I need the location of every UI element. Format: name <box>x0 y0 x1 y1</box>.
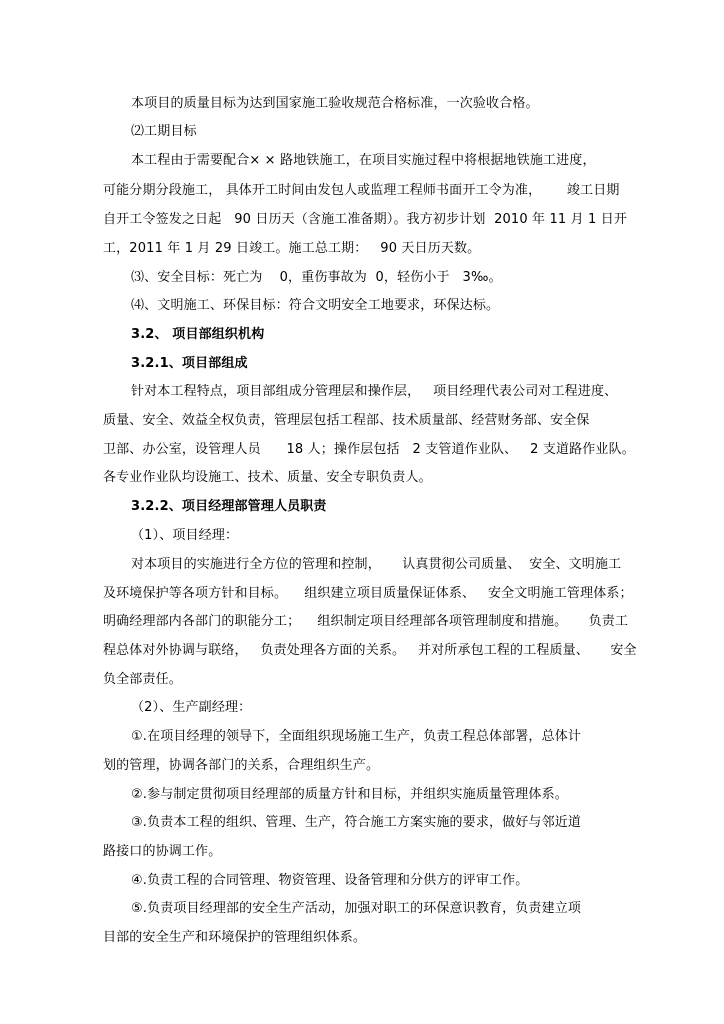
text-line: 卫部、办公室，设管理人员 18 人；操作层包括 2 支管道作业队、 2 支道路作业队。 <box>103 442 635 457</box>
text-line: 划的管理，协调各部门的关系，合理组织生产。 <box>103 758 380 773</box>
text-line: ④.负责工程的合同管理、物资管理、设备管理和分供方的评审工作。 <box>131 873 529 888</box>
item-heading: （1）、项目经理： <box>131 528 239 543</box>
text-line: 对本项目的实施进行全方位的管理和控制， 认真贯彻公司质量、 安全、文明施工 <box>131 557 622 572</box>
text-line: ②.参与制定贯彻项目经理部的质量方针和目标，并组织实施质量管理体系。 <box>131 787 568 802</box>
section-heading: ⑵工期目标 <box>131 124 197 139</box>
text-line: 及环境保护等各项方针和目标。 组织建立项目质量保证体系、 安全文明施工管理体系； <box>103 586 633 601</box>
text-line: 自开工令签发之日起 90 日历天（含施工准备期）。我方初步计划 2010 年 11 月 1 日开 <box>103 212 628 227</box>
text-line: ③.负责本工程的组织、管理、生产，符合施工方案实施的要求，做好与邻近道 <box>131 815 582 830</box>
text-line: 目部的安全生产和环境保护的管理组织体系。 <box>103 930 367 945</box>
text-line: 负全部责任。 <box>103 672 182 687</box>
item-heading: （2）、生产副经理： <box>131 700 252 715</box>
section-heading: 3.2、 项目部组织机构 <box>131 327 265 342</box>
text-line: 各专业作业队均设施工、技术、质量、安全专职负责人。 <box>103 470 432 485</box>
text-line: 可能分期分段施工， 具体开工时间由发包人或监理工程师书面开工令为准， 竣工日期 <box>103 183 620 198</box>
subsection-heading: 3.2.1、项目部组成 <box>131 356 248 371</box>
subsection-heading: 3.2.2、项目经理部管理人员职责 <box>131 499 327 514</box>
text-line: ⑷、文明施工、环保目标：符合文明安全工地要求，环保达标。 <box>131 298 500 313</box>
text-line: 本工程由于需要配合× × 路地铁施工，在项目实施过程中将根据地铁施工进度， <box>131 153 596 168</box>
text-line: 针对本工程特点，项目部组成分管理层和操作层， 项目经理代表公司对工程进度、 <box>131 384 618 399</box>
text-line: ⑤.负责项目经理部的安全生产活动，加强对职工的环保意识教育，负责建立项 <box>131 901 582 916</box>
text-line: ⑶、安全目标：死亡为 0，重伤事故为 0，轻伤小于 3‰。 <box>131 270 502 285</box>
text-line: 工，2011 年 1 月 29 日竣工。施工总工期： 90 天日历天数。 <box>103 241 481 256</box>
text-line: 路接口的协调工作。 <box>103 844 222 859</box>
text-line: ①.在项目经理的领导下，全面组织现场施工生产，负责工程总体部署，总体计 <box>131 729 582 744</box>
text-line: 本项目的质量目标为达到国家施工验收规范合格标准，一次验收合格。 <box>131 96 539 111</box>
text-line: 明确经理部内各部门的职能分工； 组织制定项目经理部各项管理制度和措施。 负责工 <box>103 614 629 629</box>
text-line: 质量、安全、效益全权负责，管理层包括工程部、技术质量部、经营财务部、安全保 <box>103 413 590 428</box>
text-line: 程总体对外协调与联络， 负责处理各方面的关系。 并对所承包工程的工程质量、 安全 <box>103 643 637 658</box>
